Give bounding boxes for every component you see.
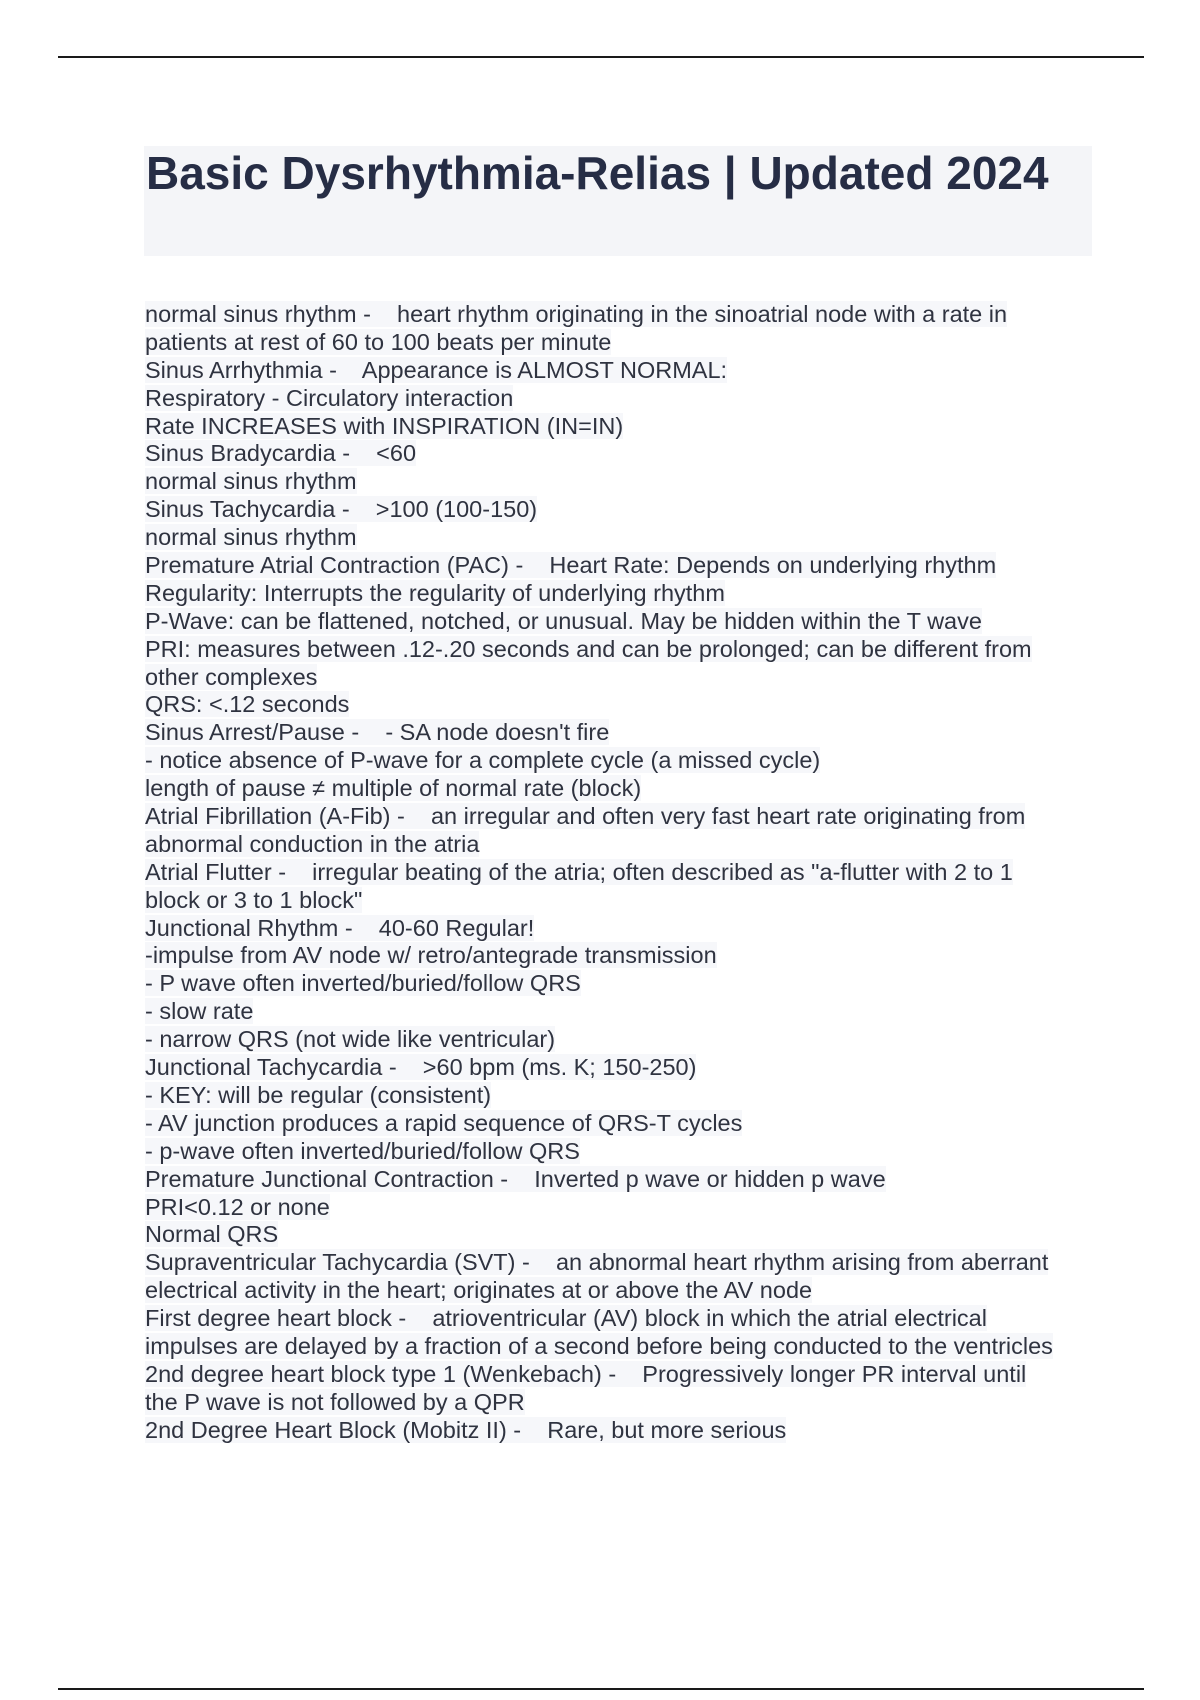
body-line: the P wave is not followed by a QPR: [145, 1388, 525, 1415]
body-line: Atrial Fibrillation (A-Fib) - an irregular and often very fast heart rate originating from: [145, 803, 1026, 830]
body-line: - KEY: will be regular (consistent): [145, 1081, 492, 1108]
top-rule: [58, 56, 1144, 58]
body-line: First degree heart block - atrioventricular (AV) block in which the atrial electrical: [145, 1305, 987, 1332]
body-line: Rate INCREASES with INSPIRATION (IN=IN): [145, 412, 624, 439]
body-line: 2nd Degree Heart Block (Mobitz II) - Rare, but more serious: [145, 1416, 787, 1443]
body-line: Junctional Tachycardia - >60 bpm (ms. K; 150-250): [145, 1054, 697, 1081]
body-line: Respiratory - Circulatory interaction: [145, 384, 514, 411]
body-line: other complexes: [145, 663, 318, 690]
body-line: P-Wave: can be flattened, notched, or unusual. May be hidden within the T wave: [145, 607, 982, 634]
body-line: Regularity: Interrupts the regularity of underlying rhythm: [145, 579, 725, 606]
body-line: PRI: measures between .12-.20 seconds and can be prolonged; can be different from: [145, 635, 1032, 662]
body-line: Normal QRS: [145, 1221, 279, 1248]
body-line: Sinus Arrest/Pause - - SA node doesn't fire: [145, 719, 610, 746]
body-line: - notice absence of P-wave for a complete cycle (a missed cycle): [145, 747, 821, 774]
document-title: Basic Dysrhythmia-Relias | Updated 2024: [146, 147, 1049, 199]
body-line: Premature Junctional Contraction - Inverted p wave or hidden p wave: [145, 1165, 886, 1192]
body-line: - p-wave often inverted/buried/follow QRS: [145, 1137, 580, 1164]
body-line: normal sinus rhythm - heart rhythm originating in the sinoatrial node with a rate in: [145, 301, 1008, 327]
document-body: [145, 301, 1105, 1445]
body-line: impulses are delayed by a fraction of a second before being conducted to the ventricles: [145, 1332, 1053, 1359]
body-line: Sinus Arrhythmia - Appearance is ALMOST NORMAL:: [145, 356, 728, 383]
body-line: Premature Atrial Contraction (PAC) - Heart Rate: Depends on underlying rhythm: [145, 552, 997, 579]
body-line: Junctional Rhythm - 40-60 Regular!: [145, 914, 535, 941]
body-line: normal sinus rhythm: [145, 524, 357, 551]
body-line: PRI<0.12 or none: [145, 1193, 330, 1220]
body-line: - AV junction produces a rapid sequence of QRS-T cycles: [145, 1109, 743, 1136]
body-line: normal sinus rhythm: [145, 468, 357, 495]
bottom-rule: [58, 1688, 1144, 1690]
body-line: QRS: <.12 seconds: [145, 691, 350, 718]
body-line: - narrow QRS (not wide like ventricular): [145, 1026, 556, 1053]
body-line: length of pause ≠ multiple of normal rate (block): [145, 775, 642, 802]
body-line: - slow rate: [145, 998, 254, 1025]
body-line: 2nd degree heart block type 1 (Wenkebach) - Progressively longer PR interval until: [145, 1360, 1027, 1387]
body-line: - P wave often inverted/buried/follow QRS: [145, 970, 581, 997]
body-line: electrical activity in the heart; originates at or above the AV node: [145, 1277, 813, 1304]
body-line: abnormal conduction in the atria: [145, 830, 480, 857]
body-line: patients at rest of 60 to 100 beats per minute: [145, 328, 612, 355]
body-line: block or 3 to 1 block": [145, 886, 363, 913]
body-line: Atrial Flutter - irregular beating of the atria; often described as "a-flutter with 2 to 1: [145, 858, 1013, 885]
body-line: Sinus Tachycardia - >100 (100-150): [145, 496, 538, 523]
body-line: Supraventricular Tachycardia (SVT) - an abnormal heart rhythm arising from aberrant: [145, 1249, 1049, 1276]
body-line: Sinus Bradycardia - <60: [145, 440, 417, 467]
body-line: -impulse from AV node w/ retro/antegrade transmission: [145, 942, 717, 969]
title-block: [144, 146, 1092, 256]
